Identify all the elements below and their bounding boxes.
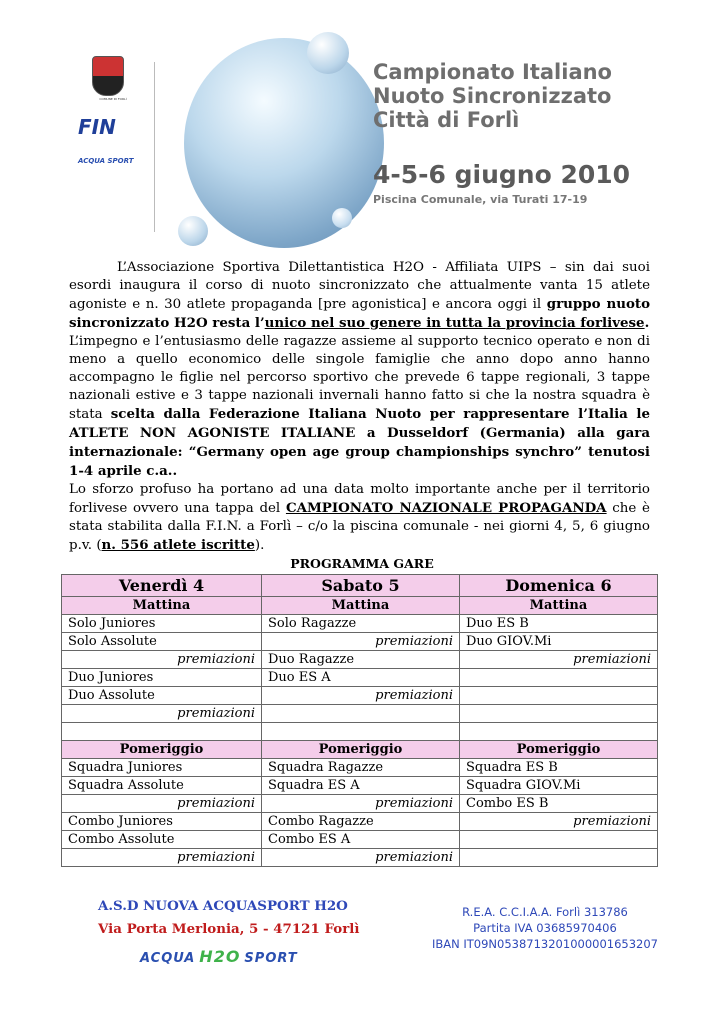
table-row bbox=[62, 831, 658, 849]
event-banner bbox=[70, 26, 660, 258]
table-cell: premiazioni bbox=[62, 795, 262, 813]
table-row bbox=[62, 777, 658, 795]
table-cell: Squadra GIOV.Mi bbox=[460, 777, 658, 795]
vat-number: Partita IVA 03685970406 bbox=[473, 921, 617, 935]
table-cell: Solo Ragazze bbox=[262, 615, 460, 633]
table-cell: Venerdì 4 bbox=[62, 575, 262, 597]
day-header-row bbox=[62, 575, 658, 597]
small-bubble-icon bbox=[178, 216, 208, 246]
table-cell: premiazioni bbox=[262, 795, 460, 813]
city-logo-text: COMUNE DI FORLÌ bbox=[99, 97, 127, 101]
org-address: Via Porta Merlonia, 5 - 47121 Forlì bbox=[98, 921, 360, 937]
table-cell bbox=[262, 705, 460, 723]
divider bbox=[154, 62, 155, 232]
table-row bbox=[62, 795, 658, 813]
table-cell bbox=[460, 723, 658, 741]
program-title: PROGRAMMA GARE bbox=[290, 556, 434, 571]
table-cell: Pomeriggio bbox=[262, 741, 460, 759]
paragraph-3: Lo sforzo profuso ha portano ad una data molto importante anche per il territorio forlivese ovvero una tappa del CAMPIONATO NAZIONALE PROPAGANDA che è stata stabilita dalla F.I.N. a Forlì – c/o la piscina comunale - nei giorni 4, 5, 6 giugno p.v. (n. 556 atlete iscritte). bbox=[69, 482, 650, 553]
table-cell: premiazioni bbox=[262, 687, 460, 705]
event-title: Campionato Italiano Nuoto Sincronizzato Città di Forlì bbox=[373, 60, 612, 132]
company-info bbox=[432, 904, 658, 952]
table-cell bbox=[460, 687, 658, 705]
table-cell: Pomeriggio bbox=[62, 741, 262, 759]
table-cell: Duo ES A bbox=[262, 669, 460, 687]
table-row bbox=[62, 705, 658, 723]
event-dates: 4-5-6 giugno 2010 bbox=[373, 160, 631, 189]
small-bubble-icon bbox=[307, 32, 349, 74]
table-cell: Combo ES B bbox=[460, 795, 658, 813]
table-cell: Squadra ES B bbox=[460, 759, 658, 777]
table-cell: Domenica 6 bbox=[460, 575, 658, 597]
table-row bbox=[62, 813, 658, 831]
table-cell: Mattina bbox=[62, 597, 262, 615]
intro-text bbox=[69, 259, 650, 555]
table-cell: Duo ES B bbox=[460, 615, 658, 633]
paragraph-2: L’impegno e l’entusiasmo delle ragazze assieme al supporto tecnico operato e non di meno a quello economico delle singole famiglie che anno dopo anno hanno accompagno le figlie nel percorso sportivo che prevede 6 tappe regionali, 3 tappe nazionali estive e 3 tappe nazionali invernali hanno fatto si che la nostra squadra è stata scelta dalla Federazione Italiana Nuoto per rappresentare l’Italia le ATLETE NON AGONISTE ITALIANE a Dusseldorf (Germania) alla gara internazionale: “Germany open age group championships synchro” tenutosi 1-4 aprile c.a.. bbox=[69, 334, 651, 479]
iban: IBAN IT09N0538713201000001653207 bbox=[431, 937, 658, 951]
acquasport-logo: ACQUA SPORT bbox=[78, 157, 134, 165]
water-bubble-image bbox=[184, 38, 384, 248]
table-row bbox=[62, 633, 658, 651]
table-cell: Solo Juniores bbox=[62, 615, 262, 633]
table-cell: Combo ES A bbox=[262, 831, 460, 849]
table-cell: premiazioni bbox=[62, 651, 262, 669]
table-cell: Mattina bbox=[262, 597, 460, 615]
fin-logo: FIN bbox=[78, 115, 116, 139]
table-row bbox=[62, 651, 658, 669]
org-name: A.S.D NUOVA ACQUASPORT H2O bbox=[98, 898, 348, 914]
table-cell bbox=[262, 723, 460, 741]
small-bubble-icon bbox=[332, 208, 352, 228]
table-cell: Pomeriggio bbox=[460, 741, 658, 759]
table-cell: Combo Assolute bbox=[62, 831, 262, 849]
table-cell: Duo Assolute bbox=[62, 687, 262, 705]
table-row bbox=[62, 669, 658, 687]
sponsor-logos bbox=[78, 56, 148, 165]
table-row bbox=[62, 759, 658, 777]
table-cell bbox=[460, 705, 658, 723]
paragraph-1: L’Associazione Sportiva Dilettantistica H2O - Affiliata UIPS – sin dai suoi esordi inaugura il corso di nuoto sincronizzato che attualmente vanta 15 atlete agoniste e n. 30 atlete propaganda [pre agonistica] e ancora oggi il gruppo nuoto sincronizzato H2O resta l’unico nel suo genere in tutta la provincia forlivese. bbox=[69, 260, 650, 331]
table-cell: Duo Juniores bbox=[62, 669, 262, 687]
table-cell: premiazioni bbox=[460, 651, 658, 669]
table-cell: Squadra ES A bbox=[262, 777, 460, 795]
table-cell: Solo Assolute bbox=[62, 633, 262, 651]
table-cell: premiazioni bbox=[62, 705, 262, 723]
table-cell: premiazioni bbox=[460, 813, 658, 831]
table-cell: Sabato 5 bbox=[262, 575, 460, 597]
table-cell: Squadra Ragazze bbox=[262, 759, 460, 777]
table-cell: Duo GIOV.Mi bbox=[460, 633, 658, 651]
table-cell: Combo Juniores bbox=[62, 813, 262, 831]
table-cell bbox=[62, 723, 262, 741]
table-cell bbox=[460, 849, 658, 867]
schedule-table bbox=[61, 574, 658, 867]
table-cell: Squadra Assolute bbox=[62, 777, 262, 795]
table-row bbox=[62, 723, 658, 741]
morning-header-row bbox=[62, 597, 658, 615]
table-cell: premiazioni bbox=[262, 633, 460, 651]
acquasport-footer-logo: ACQUA H2O SPORT bbox=[140, 944, 300, 970]
table-row bbox=[62, 615, 658, 633]
table-cell: Squadra Juniores bbox=[62, 759, 262, 777]
table-cell bbox=[460, 669, 658, 687]
rea-number: R.E.A. C.C.I.A.A. Forlì 313786 bbox=[462, 905, 628, 919]
table-cell bbox=[460, 831, 658, 849]
table-cell: Mattina bbox=[460, 597, 658, 615]
h2o-logo-icon: H2O bbox=[199, 947, 241, 966]
table-cell: Combo Ragazze bbox=[262, 813, 460, 831]
afternoon-header-row bbox=[62, 741, 658, 759]
table-cell: premiazioni bbox=[262, 849, 460, 867]
table-row bbox=[62, 687, 658, 705]
event-place: Piscina Comunale, via Turati 17-19 bbox=[373, 193, 588, 206]
city-crest-icon bbox=[92, 56, 124, 96]
table-cell: Duo Ragazze bbox=[262, 651, 460, 669]
table-cell: premiazioni bbox=[62, 849, 262, 867]
table-row bbox=[62, 849, 658, 867]
